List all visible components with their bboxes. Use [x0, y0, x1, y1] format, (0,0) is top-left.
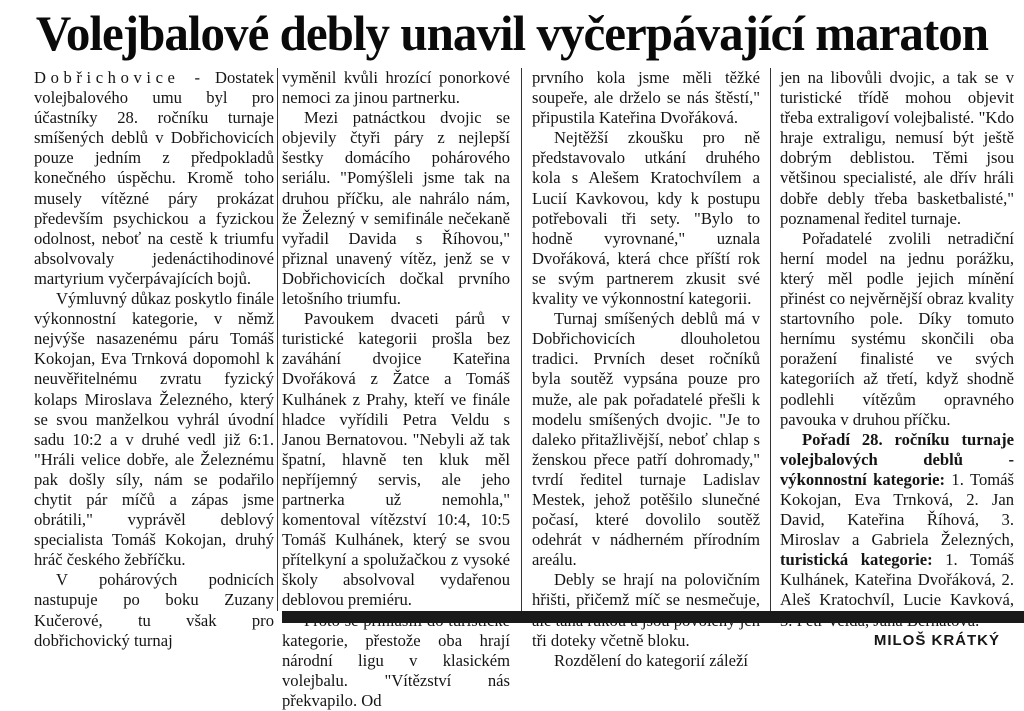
results-performance: 1. Tomáš Kokojan, Eva Trnková, 2. Jan David, Kateřina Říhová, 3. Miroslav a Gabriela Železných, — [780, 469, 1014, 550]
paragraph-text: - Dostatek volejbalového umu byl pro účastníky 28. ročníku turnaje smíšených deblů v Dobřichovicích pouze jedním z předpokladů konečného úspěchu. Kromě toho musely vítězné páry prokázat především psychickou a fyzickou odolnost, neboť na cestě k triumfu absolvovaly jedenáctihodinové martyrium vyčerpávajících bojů. — [34, 68, 274, 288]
paragraph: V pohárových podnicích nastupuje po boku Zuzany Kučerové, tu však pro dobřichovický turnaj — [34, 570, 274, 650]
next-article-bar — [282, 611, 1024, 623]
dateline: Dobřichovice — [34, 68, 180, 87]
column-rule — [770, 68, 771, 611]
results-tourist: 1. Tomáš Kulhánek, Kateřina Dvořáková, 2. Aleš Kratochvíl, Lucie Kavková, — [780, 550, 1014, 610]
article-column-3 — [532, 68, 760, 671]
results-paragraph — [780, 430, 1014, 631]
column-rule — [521, 68, 522, 611]
author-byline: MILOŠ KRÁTKÝ — [873, 631, 1000, 649]
paragraph: Debly se hrají na polovičním hřišti, přičemž míč se nesmečuje, tři doteky včetně bloku. — [532, 570, 760, 650]
paragraph: jen na libovůli dvojic, a tak se v turistické třídě mohou objevit třeba extraligoví volejbalisté. "Kdo hraje extraligu, nemusí být ještě dobrým deblistou. Těmi jsou většinou specialisté, ale dřív hráli dobře debly třeba basketbalisté," poznamenal ředitel turnaje. — [780, 68, 1014, 228]
paragraph: Pavoukem dvaceti párů v turistické kategorii prošla bez zaváhání dvojice Kateřina Dvořáková z Žatce a Tomáš Kulhánek z Prahy, kteří ve finále hladce vyřídili Petra Veldu s Janou Bernatovou. "Nebyli až tak špatní, hlavně ten kluk měl nepříjemný servis, ale jeho partnerka už nemohla," komentoval vítězství 10:4, 10:5 Tomáš Kulhánek, který se svou přítelkyní a spolužačkou z vysoké školy absolvoval vydařenou deblovou premiéru. — [282, 309, 510, 610]
paragraph: Rozdělení do kategorií záleží — [554, 650, 748, 670]
paragraph: Výmluvný důkaz poskytlo finále výkonnostní kategorie, v němž nejvýše nasazenému páru Tomáš Kokojan, Eva Trnková dopomohl k neuvěřitelnému zvratu fyzický kolaps Miroslava Železného, který se svou manželkou vyhrál úvodní sadu 10:2 a v druhé vedl již 6:1. "Hráli velice dobře, ale Železnému pak došly síly, nám se podařilo chytit pár míčů a zápas jsme obrátili," vyprávěl deblový specialista Tomáš Kokojan, druhý hráč českého žebříčku. — [34, 289, 274, 570]
article-column-1 — [34, 68, 274, 651]
paragraph: vyměnil kvůli hrozící ponorkové nemoci za jinou partnerku. — [282, 68, 510, 108]
article-column-4 — [780, 68, 1014, 651]
paragraph: kategorie, přestože oba hrají národní ligu v klasickém volejbalu. "Vítězství nás překvapilo. Od — [282, 630, 510, 710]
column-rule — [277, 68, 278, 611]
paragraph: Nejtěžší zkoušku pro ně představovalo utkání druhého kola s Alešem Kratochvílem a Lucií Kavkovou, kdy k postupu potřebovali tři sety. "Bylo to hodně vyrovnané," uznala Dvořáková, která chce příští rok se svým partnerem zkusit své kvality ve výkonnostní kategorii. — [532, 128, 760, 309]
paragraph: prvního kola jsme měli těžké soupeře, ale drželo se nás štěstí," připustila Kateřina Dvořáková. — [532, 68, 760, 128]
article-headline: Volejbalové debly unavil vyčerpávající maraton — [35, 5, 989, 61]
results-heading: Pořadí 28. ročníku turnaje volejbalových deblů - výkonnostní kategorie: — [780, 429, 1014, 489]
paragraph: Mezi patnáctkou dvojic se objevily čtyři páry z nejlepší šestky domácího pohárového seriálu. "Pomýšleli jsme tak na druhou příčku, ale nahrálo nám, že Železný v semifinále nečekaně vyřadil Davida s Říhovou," přiznal unavený vítěz, jenž se v Dobřichovicích dočkal prvního letošního triumfu. — [282, 108, 510, 309]
paragraph: Turnaj smíšených deblů má v Dobřichovicích dlouholetou tradici. Prvních deset ročníků byla soutěž vypsána pouze pro muže, ale pak pořadatelé přešli k modelu smíšených dvojic. "Je to daleko přitažlivější, neboť chlap s ženskou přece patří dohromady," tvrdí ředitel turnaje Ladislav Mestek, jehož potěšilo slunečné počasí, které dovolilo soutěž odehrát v nádherném přírodním areálu. — [532, 309, 760, 570]
results-tourist-label: turistická kategorie: — [780, 550, 933, 570]
paragraph — [34, 68, 274, 289]
paragraph: Pořadatelé zvolili netradiční herní model na jednu porážku, který měl podle jejich mínění přinést co nejvěrnější obraz kvality startovního pole. Díky tomuto hernímu systému skončili oba poražení finalisté ve svých kategoriích až třetí, když shodně podlehli vítězům opravného pavouka v druhou příčku. — [780, 228, 1014, 429]
